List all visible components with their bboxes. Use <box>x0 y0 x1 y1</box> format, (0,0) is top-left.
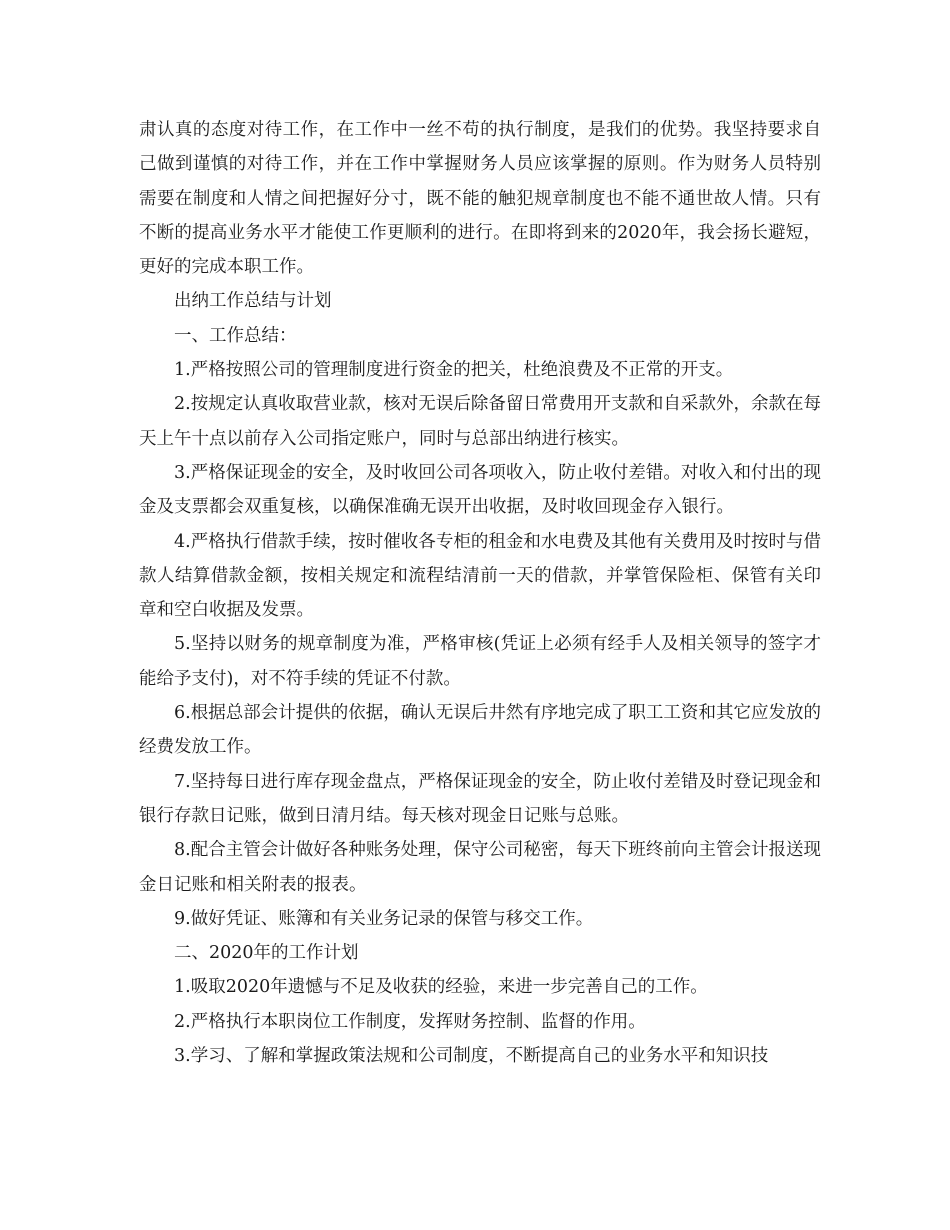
list-item: 1.吸取2020年遗憾与不足及收获的经验，来进一步完善自己的工作。 <box>174 977 708 998</box>
section-title: 出纳工作总结与计划 <box>174 291 332 312</box>
list-item: 3.严格保证现金的安全，及时收回公司各项收入，防止收付差错。对收入和付出的现金及支票都会双重复核，以确保准确无误开出收据，及时收回现金存入银行。 <box>139 462 821 518</box>
list-item: 8.配合主管会计做好各种账务处理，保守公司秘密，每天下班终前向主管会计报送现金日记账和相关附表的报表。 <box>139 840 821 895</box>
list-item: 5.坚持以财务的规章制度为准，严格审核(凭证上必须有经手人及相关领导的签字才能给予支付)，对不符手续的凭证不付款。 <box>139 634 821 689</box>
list-item: 2.严格执行本职岗位工作制度，发挥财务控制、监督的作用。 <box>174 1011 646 1032</box>
list-item: 4.严格执行借款手续，按时催收各专柜的租金和水电费及其他有关费用及时按时与借款人结算借款金额，按相关规定和流程结清前一天的借款，并掌管保险柜、保管有关印章和空白收据及发票。 <box>139 531 821 621</box>
list-item: 7.坚持每日进行库存现金盘点，严格保证现金的安全，防止收付差错及时登记现金和银行存款日记账，做到日清月结。每天核对现金日记账与总账。 <box>139 771 821 826</box>
section-heading-plan: 二、2020年的工作计划 <box>174 943 359 964</box>
section-heading-summary: 一、工作总结： <box>174 325 297 346</box>
document-body <box>139 113 821 1073</box>
list-item: 6.根据总部会计提供的依据，确认无误后井然有序地完成了职工工资和其它应发放的经费发放工作。 <box>139 703 821 758</box>
list-item: 9.做好凭证、账簿和有关业务记录的保管与移交工作。 <box>174 908 594 929</box>
list-item: 2.按规定认真收取营业款，核对无误后除备留日常费用开支款和自采款外，余款在每天上午十点以前存入公司指定账户，同时与总部出纳进行核实。 <box>139 394 821 449</box>
list-item: 1.严格按照公司的管理制度进行资金的把关，杜绝浪费及不正常的开支。 <box>174 360 734 381</box>
paragraph-intro-continued: 肃认真的态度对待工作，在工作中一丝不苟的执行制度，是我们的优势。我坚持要求自己做到谨慎的对待工作，并在工作中掌握财务人员应该掌握的原则。作为财务人员特别需要在制度和人情之间把握好分寸，既不能的触犯规章制度也不能不通世故人情。只有不断的提高业务水平才能使工作更顺利的进行。在即将到来的2020年，我会扬长避短，更好的完成本职工作。 <box>139 120 821 278</box>
list-item: 3.学习、了解和掌握政策法规和公司制度，不断提高自己的业务水平和知识技 <box>174 1046 769 1067</box>
